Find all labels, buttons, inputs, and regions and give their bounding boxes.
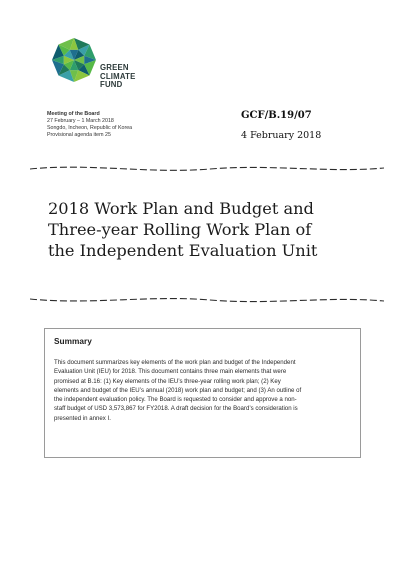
meeting-location: Songdo, Incheon, Republic of Korea xyxy=(47,125,133,131)
document-number: GCF/B.19/07 xyxy=(241,110,312,121)
logo-line-1: GREEN xyxy=(100,63,129,72)
agenda-item: Provisional agenda item 25 xyxy=(47,132,111,138)
top-wave-divider xyxy=(30,161,384,175)
summary-line: the independent evaluation policy. The Board is requested to consider and approve a non- xyxy=(54,396,297,404)
summary-line: Evaluation Unit (IEU) for 2018. This document contains three main elements that were xyxy=(54,368,287,376)
document-date: 4 February 2018 xyxy=(241,130,322,141)
summary-box xyxy=(44,328,361,458)
meeting-info xyxy=(47,111,247,139)
logo-line-2: CLIMATE xyxy=(100,71,136,81)
title-line-1: 2018 Work Plan and Budget and xyxy=(48,199,314,218)
summary-line: staff budget of USD 3,573,867 for FY2018. A draft decision for the Board’s consideration is xyxy=(54,405,298,413)
summary-line: elements and budget of the IEU’s annual (2018) work plan and budget; and (3) An outline of xyxy=(54,386,302,394)
bottom-wave-divider xyxy=(30,293,384,307)
globe-icon xyxy=(50,36,98,84)
title-line-2: Three-year Rolling Work Plan of xyxy=(48,220,312,239)
gcf-logo xyxy=(50,36,200,98)
summary-line: presented in annex I. xyxy=(54,414,111,422)
meeting-heading: Meeting of the Board xyxy=(47,111,100,117)
logo-line-3: FUND xyxy=(100,80,123,90)
meeting-dates: 27 February – 1 March 2018 xyxy=(47,118,114,124)
summary-heading: Summary xyxy=(54,336,92,346)
summary-line: promised at B.16: (1) Key elements of the IEU’s three-year rolling work plan; (2) Key xyxy=(54,377,281,385)
summary-text xyxy=(54,358,351,423)
document-title xyxy=(48,198,378,261)
summary-line: This document summarizes key elements of the work plan and budget of the Independent xyxy=(54,359,296,366)
title-line-3: the Independent Evaluation Unit xyxy=(48,241,318,260)
logo-wordmark xyxy=(100,64,135,90)
